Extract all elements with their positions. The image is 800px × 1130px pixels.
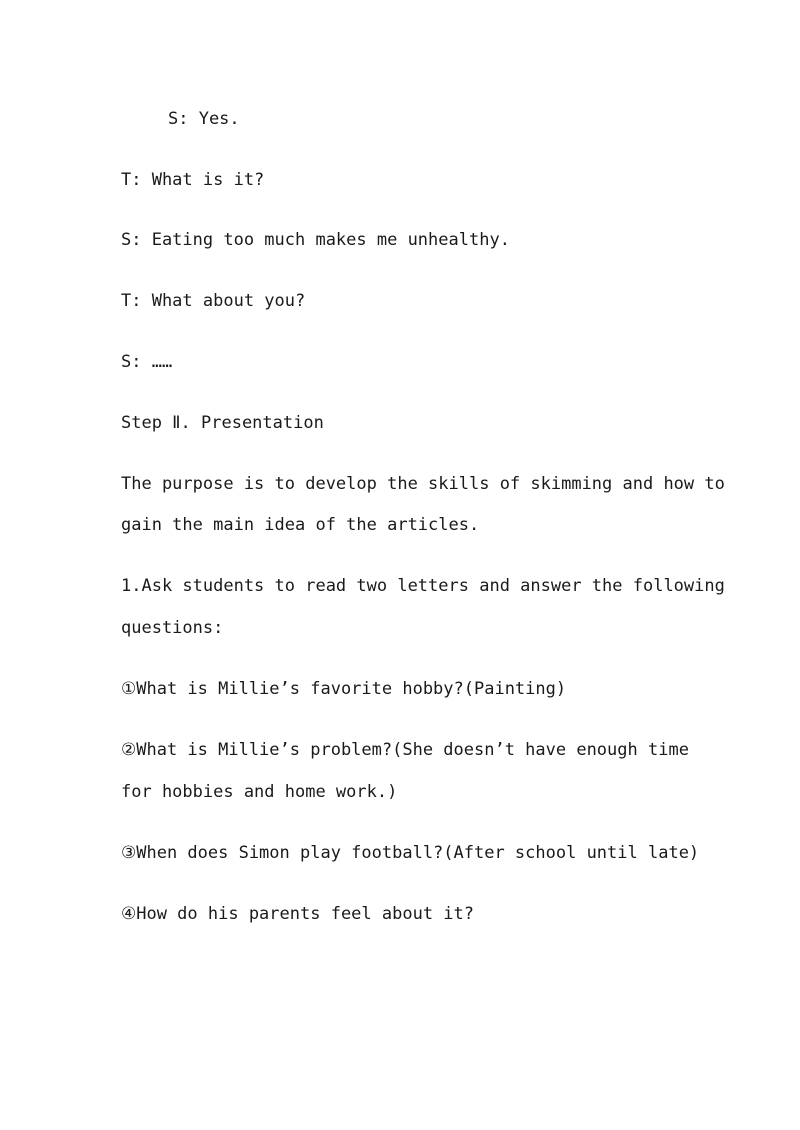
step-heading: Step Ⅱ. Presentation: [121, 413, 324, 433]
question-2-line-1: ②What is Millie’s problem?(She doesn’t have enough time: [121, 740, 689, 760]
question-3: ③When does Simon play football?(After school until late): [121, 843, 700, 863]
question-1: ①What is Millie’s favorite hobby?(Painting): [121, 679, 567, 699]
purpose-paragraph-line-1: The purpose is to develop the skills of skimming and how to: [121, 474, 725, 494]
dialogue-line-teacher-question: T: What is it?: [121, 170, 265, 190]
dialogue-line-student-answer: S: Eating too much makes me unhealthy.: [121, 230, 510, 250]
question-2-line-2: for hobbies and home work.): [121, 782, 398, 802]
instruction-line-2: questions:: [121, 618, 224, 638]
purpose-paragraph-line-2: gain the main idea of the articles.: [121, 515, 480, 535]
question-4: ④How do his parents feel about it?: [121, 904, 474, 924]
instruction-line-1: 1.Ask students to read two letters and answer the following: [121, 576, 725, 596]
dialogue-line-student-ellipsis: S: ……: [121, 352, 173, 372]
dialogue-line-teacher-followup: T: What about you?: [121, 291, 306, 311]
dialogue-line-student-yes: S: Yes.: [168, 109, 240, 129]
